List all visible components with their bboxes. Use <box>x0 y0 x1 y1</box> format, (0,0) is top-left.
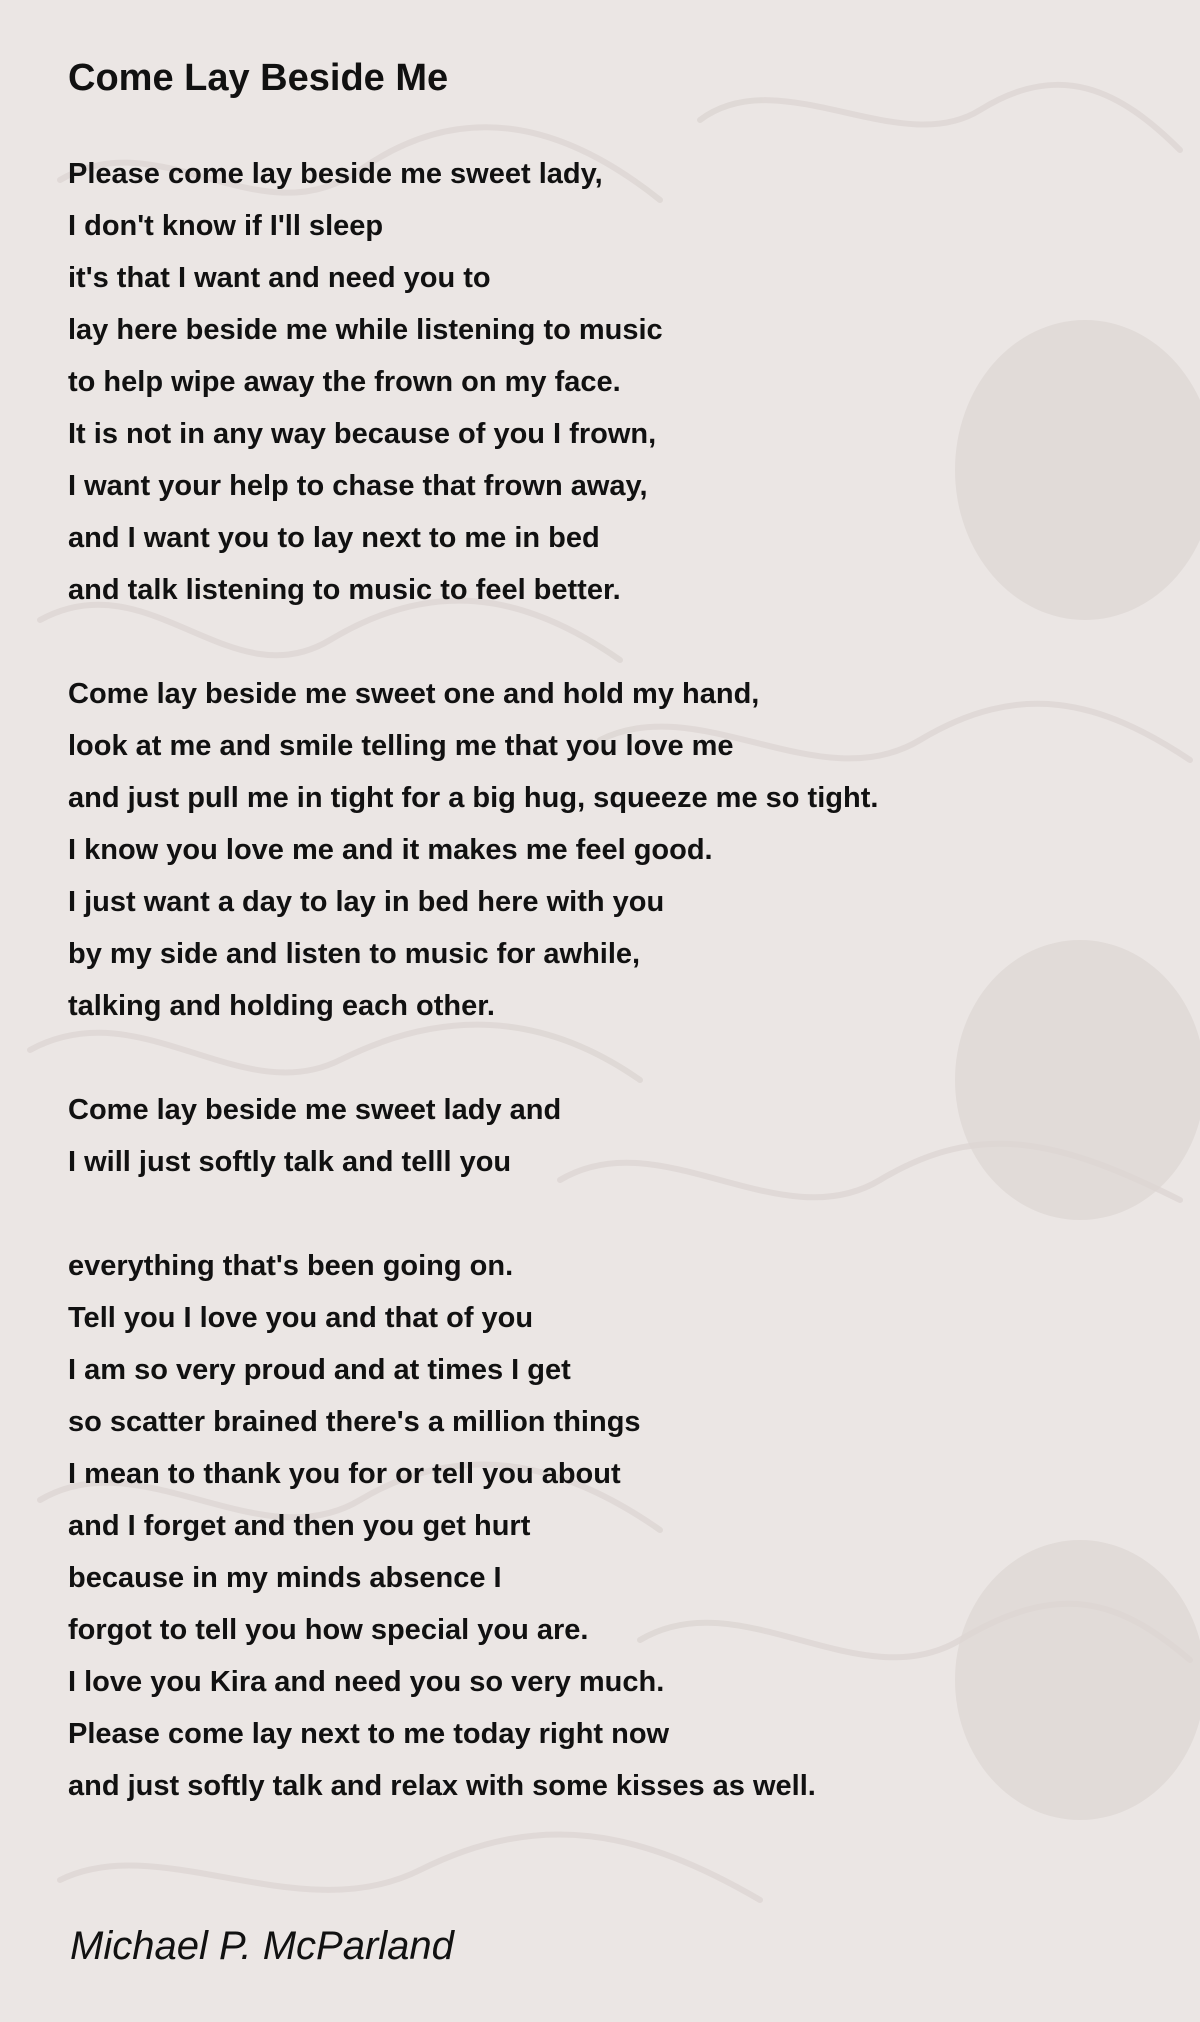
poem-line: Tell you I love you and that of you <box>68 1302 534 1334</box>
poem-line: and I forget and then you get hurt <box>68 1510 531 1542</box>
poem-line: because in my minds absence I <box>68 1562 502 1594</box>
stanza-break <box>68 616 1168 668</box>
poem-line: I will just softly talk and telll you <box>68 1146 512 1178</box>
poem-line: It is not in any way because of you I frown, <box>68 418 657 450</box>
poem-line: look at me and smile telling me that you love me <box>68 730 734 762</box>
poem-title: Come Lay Beside Me <box>68 57 449 99</box>
poem-line: and I want you to lay next to me in bed <box>68 522 600 554</box>
poem-line: Please come lay beside me sweet lady, <box>68 158 603 190</box>
poem-line: and just softly talk and relax with some kisses as well. <box>68 1770 816 1802</box>
poem-author: Michael P. McParland <box>70 1924 454 1968</box>
poem-line: talking and holding each other. <box>68 990 495 1022</box>
poem-line: to help wipe away the frown on my face. <box>68 366 621 398</box>
stanza-break <box>68 1032 1168 1084</box>
poem-line: I don't know if I'll sleep <box>68 210 384 242</box>
poem-line: by my side and listen to music for awhile, <box>68 938 641 970</box>
poem-line: I just want a day to lay in bed here with you <box>68 886 665 918</box>
poem-line: everything that's been going on. <box>68 1250 514 1282</box>
poem-line: I am so very proud and at times I get <box>68 1354 571 1386</box>
poem-line: Please come lay next to me today right now <box>68 1718 670 1750</box>
poem-header <box>68 48 1168 108</box>
poem-line: and just pull me in tight for a big hug, squeeze me so tight. <box>68 782 879 814</box>
poem-line: Come lay beside me sweet one and hold my hand, <box>68 678 760 710</box>
poem-line: I love you Kira and need you so very much. <box>68 1666 665 1698</box>
poem-line: it's that I want and need you to <box>68 262 491 294</box>
poem-line: I want your help to chase that frown away, <box>68 470 648 502</box>
poem-line: I mean to thank you for or tell you about <box>68 1458 621 1490</box>
poem-line: and talk listening to music to feel better. <box>68 574 621 606</box>
poem-line: forgot to tell you how special you are. <box>68 1614 589 1646</box>
poem-body <box>68 148 1168 1812</box>
poem-line: lay here beside me while listening to music <box>68 314 663 346</box>
stanza-break <box>68 1188 1168 1240</box>
poem-line: I know you love me and it makes me feel good. <box>68 834 713 866</box>
poem-line: Come lay beside me sweet lady and <box>68 1094 562 1126</box>
poem-line: so scatter brained there's a million things <box>68 1406 641 1438</box>
